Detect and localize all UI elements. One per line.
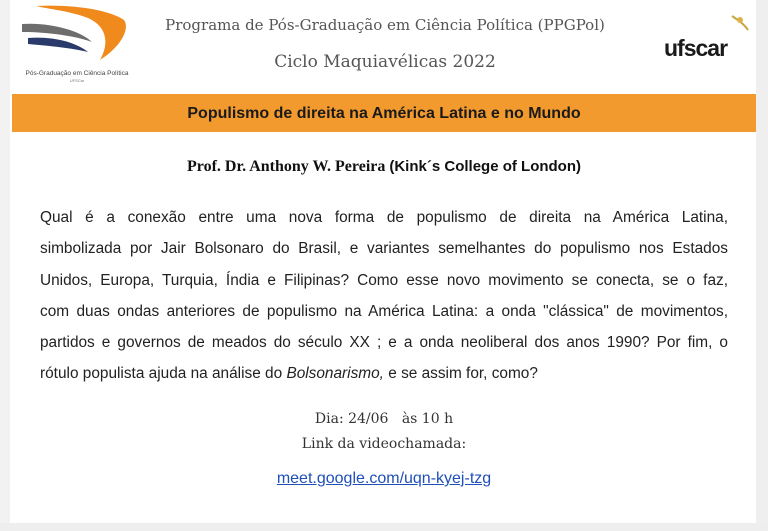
ppgpol-logo-icon	[18, 2, 138, 70]
abstract-last-line	[40, 358, 728, 389]
abstract-line: simbolizada por Jair Bolsonaro do Brasil, e variantes semelhantes do populismo nos Estados	[40, 240, 728, 258]
abstract-line: partidos e governos de meados do século XX ; e a onda neoliberal dos anos 1990? Por fim, o	[40, 334, 728, 352]
ufscar-logo-icon	[662, 12, 758, 66]
abstract-paragraph	[40, 202, 728, 390]
ppgpol-logo	[18, 2, 158, 86]
abstract-last-line-end: e se assim for, como?	[383, 365, 538, 383]
ppgpol-logo-caption: Pós-Graduação em Ciência Política	[25, 70, 129, 77]
video-call-link[interactable]: meet.google.com/uqn-kyej-tzg	[276, 470, 492, 487]
abstract-line: Unidos, Europa, Turquia, Índia e Filipinas? Como esse novo movimento se conecta, se o faz,	[40, 271, 728, 289]
video-call-label: Link da videochamada:	[301, 436, 467, 452]
title-banner	[12, 94, 756, 132]
cycle-title: Ciclo Maquiavélicas 2022	[274, 52, 496, 72]
bottom-page-edge	[0, 523, 768, 531]
ppgpol-logo-subcaption: UFSCar	[69, 78, 85, 83]
abstract-line: com duas ondas anteriores de populismo na América Latina: a onda "clássica" de movimentos,	[40, 302, 728, 320]
speaker-affiliation: (Kink´s College of London)	[389, 158, 582, 175]
ufscar-logo	[662, 12, 758, 66]
speaker-name: Prof. Dr. Anthony W. Pereira	[186, 158, 386, 175]
abstract-italic-term: Bolsonarismo,	[286, 365, 384, 383]
lecture-title: Populismo de direita na América Latina e no Mundo	[187, 105, 581, 122]
abstract-last-line-start: rótulo populista ajuda na análise do	[40, 365, 287, 383]
program-title: Programa de Pós-Graduação em Ciência Política (PPGPol)	[165, 16, 605, 34]
event-date: Dia: 24/06 às 10 h	[314, 411, 454, 427]
ufscar-logo-text: ufscar	[664, 35, 728, 61]
abstract-line: Qual é a conexão entre uma nova forma de populismo de direita na América Latina,	[40, 209, 728, 226]
speaker-line	[0, 158, 768, 176]
